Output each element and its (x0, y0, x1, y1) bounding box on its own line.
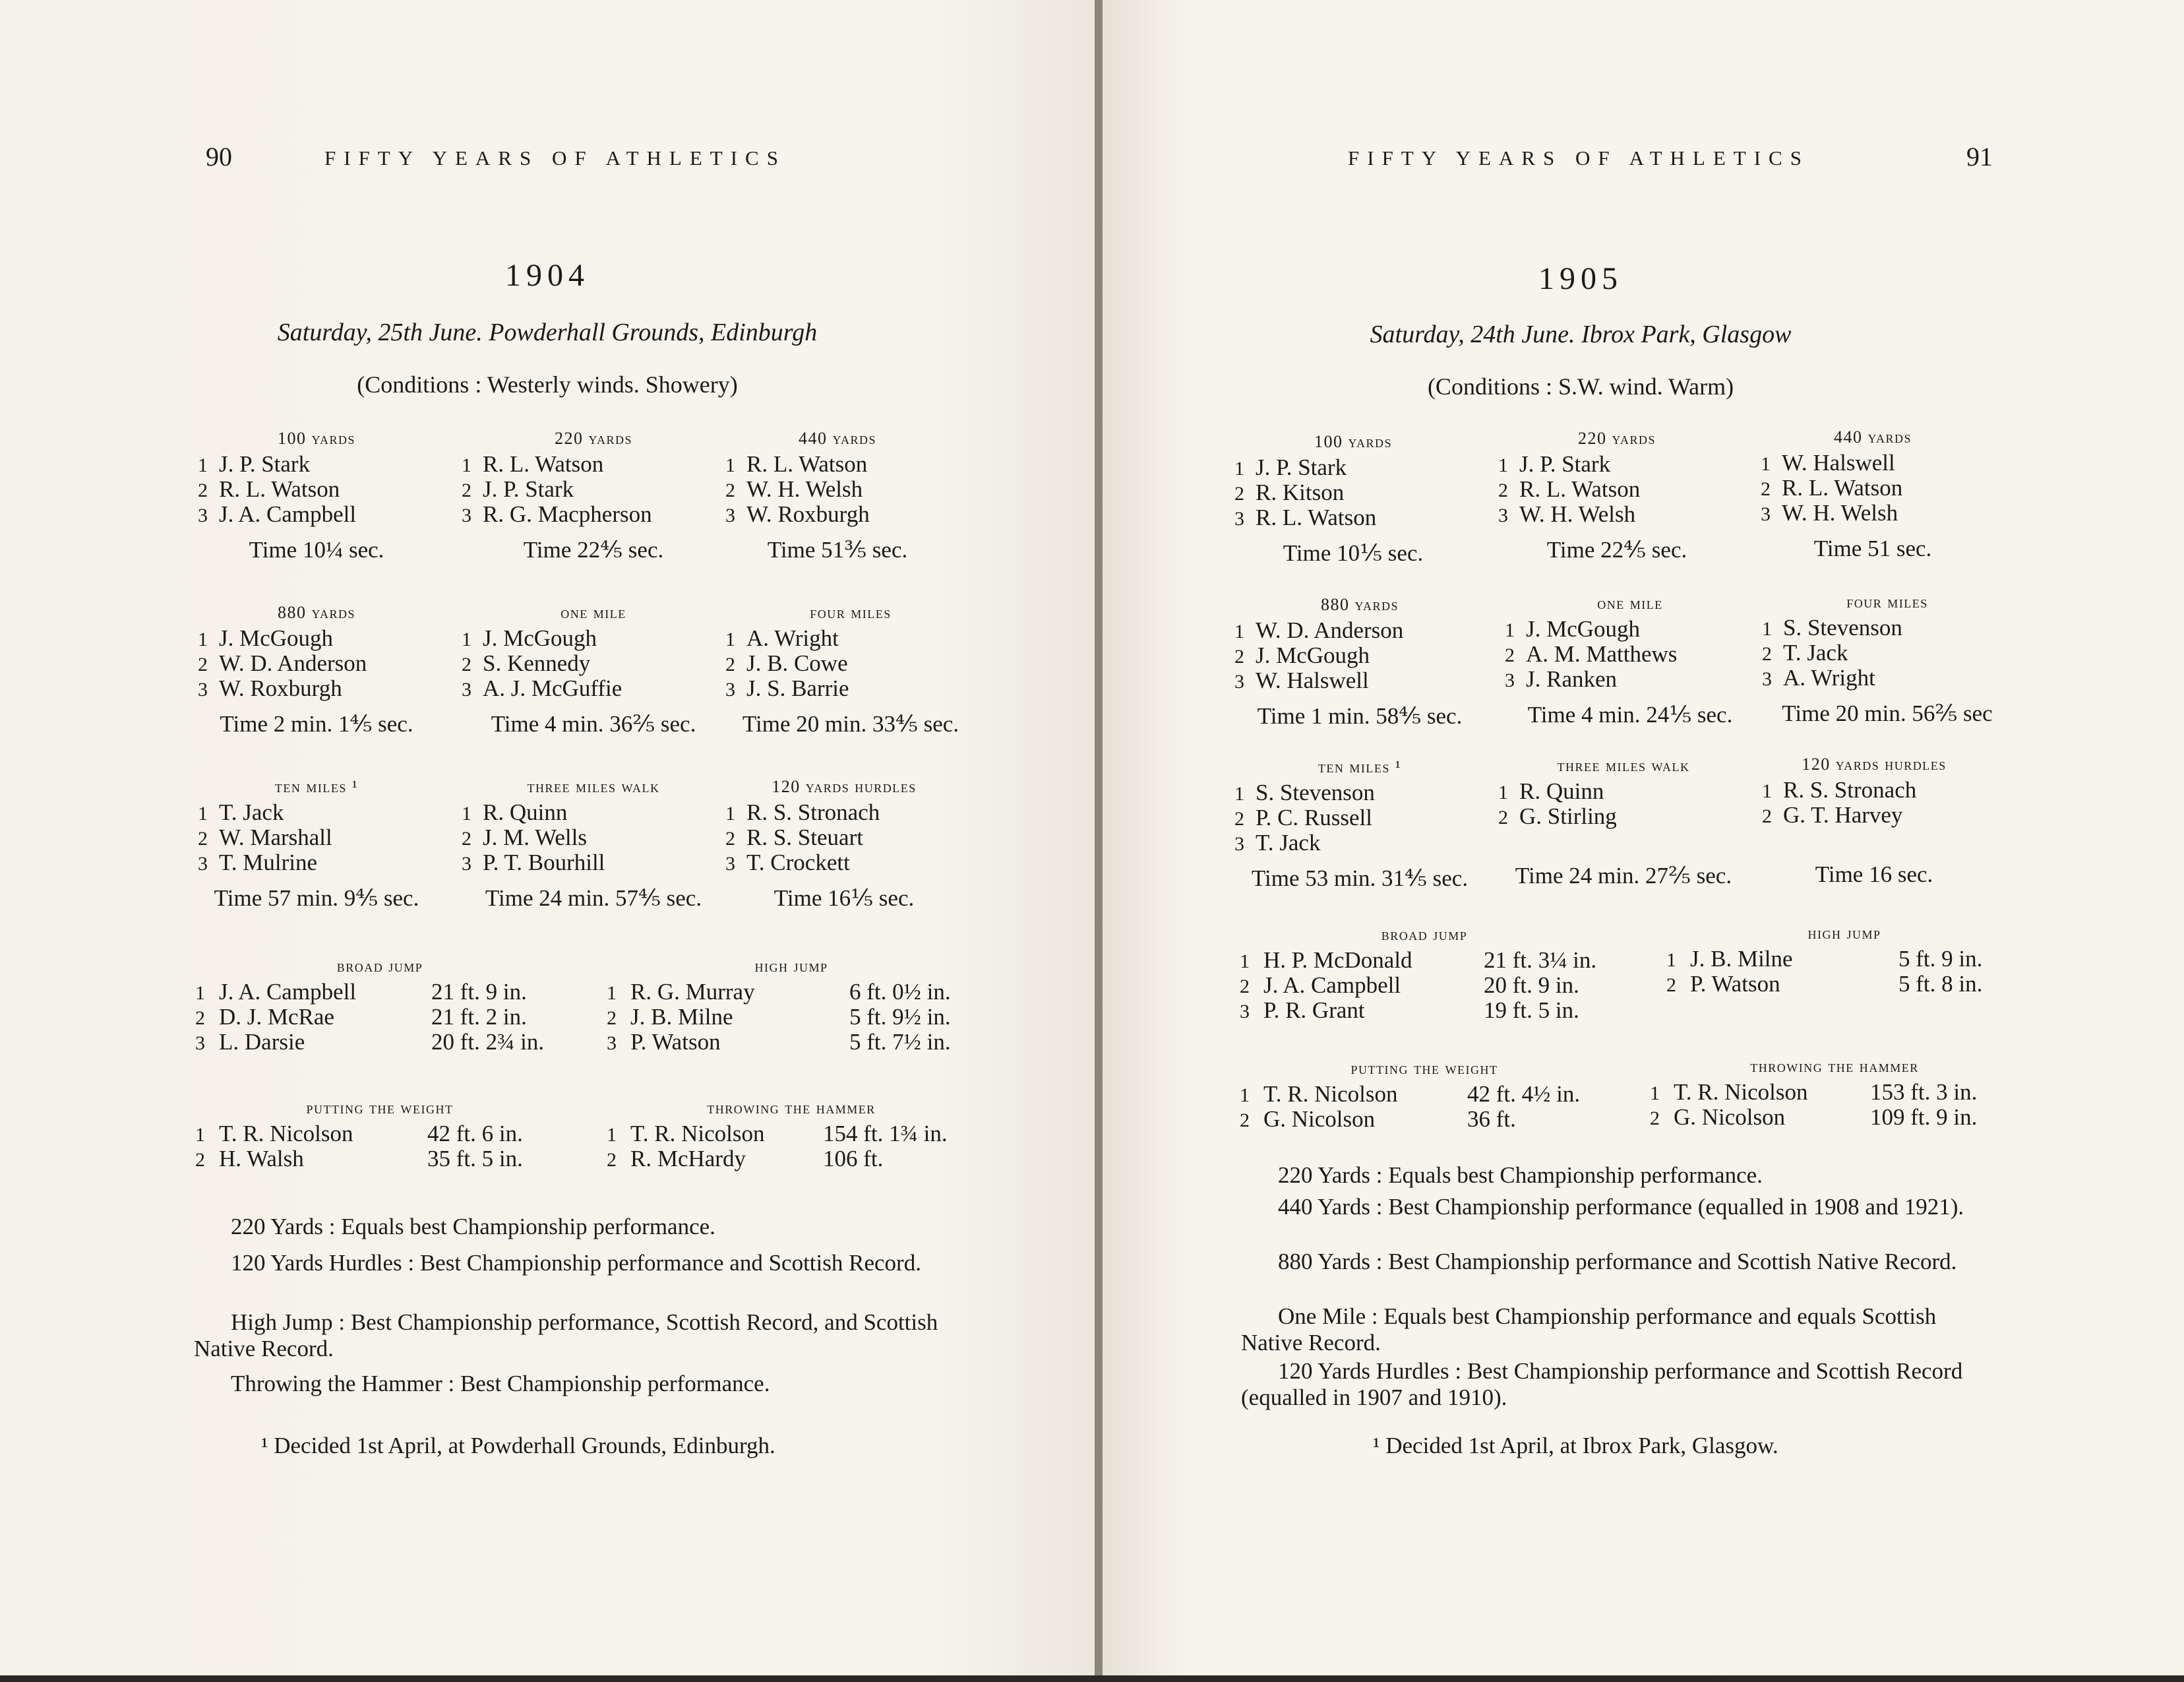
place-row: 2 T. Jack (1762, 640, 1848, 666)
field-throwing-the-hammer (1650, 1057, 2019, 1131)
place-row: 2 J. P. Stark (462, 476, 574, 502)
event-100-yards (198, 429, 435, 563)
place-row: 2 W. D. Anderson (198, 650, 367, 676)
running-head: FIFTY YEARS OF ATHLETICS (324, 146, 786, 170)
field-row: 2 H. Walsh 35 ft. 5 in. (195, 1146, 523, 1171)
event-time: Time 20 min. 33⅘ sec. (742, 711, 959, 737)
place-row: 1 R. S. Stronach (1762, 777, 1917, 803)
place-row: 3 A. J. McGuffie (462, 675, 622, 701)
event-220-yards (462, 429, 725, 563)
field-row: 3 P. R. Grant 19 ft. 5 in. (1240, 997, 1579, 1023)
field-row: 2 G. Nicolson 36 ft. (1240, 1106, 1516, 1132)
place-row: 1 J. McGough (462, 625, 597, 651)
place-row: 1 J. McGough (1505, 616, 1641, 642)
event-one-mile (1505, 594, 1755, 728)
event-title: one mile (561, 603, 626, 622)
place-row: 1 R. S. Stronach (725, 799, 880, 825)
place-row: 1 S. Stevenson (1234, 780, 1375, 805)
right-page (1103, 0, 2184, 1675)
event-time: Time 1 min. 58⅘ sec. (1257, 703, 1463, 729)
event-title: 440 yards (1833, 427, 1912, 447)
field-row: 1 R. G. Murray 6 ft. 0½ in. (607, 979, 951, 1005)
event-time: Time 51⅗ sec. (767, 537, 908, 563)
field-row: 3 L. Darsie 20 ft. 2¾ in. (195, 1029, 545, 1055)
field-row: 1 J. A. Campbell 21 ft. 9 in. (195, 979, 527, 1005)
event-title: 220 yards (1577, 429, 1656, 448)
field-row: 2 G. Nicolson 109 ft. 9 in. (1650, 1104, 1978, 1130)
place-row: 3 T. Crockett (725, 850, 850, 875)
place-row: 3 R. G. Macpherson (462, 501, 652, 527)
place-row: 2 R. L. Watson (198, 476, 340, 502)
event-time: Time 22⅘ sec. (1546, 537, 1687, 563)
field-putting-the-weight (1240, 1059, 1609, 1133)
event-880-yards (198, 603, 435, 737)
event-title: throwing the hammer (707, 1098, 876, 1117)
event-time: Time 10¼ sec. (249, 537, 384, 563)
place-row: 3 T. Mulrine (198, 850, 318, 875)
event-time: Time 24 min. 27⅖ sec. (1515, 863, 1732, 888)
place-row: 2 G. T. Harvey (1762, 802, 1903, 828)
place-row: 1 J. McGough (198, 625, 334, 651)
place-row: 1 S. Stevenson (1762, 615, 1902, 640)
place-row: 2 S. Kennedy (462, 650, 591, 676)
field-row: 3 P. Watson 5 ft. 7½ in. (607, 1029, 951, 1055)
place-row: 1 A. Wright (725, 625, 839, 651)
field-row: 1 T. R. Nicolson 42 ft. 4½ in. (1240, 1081, 1581, 1107)
place-row: 3 A. Wright (1762, 665, 1875, 691)
field-putting-the-weight (195, 1098, 564, 1172)
place-row: 3 R. L. Watson (1234, 505, 1377, 530)
field-broad-jump (195, 956, 564, 1055)
field-row: 2 D. J. McRae 21 ft. 2 in. (195, 1004, 527, 1030)
event-one-mile (462, 603, 725, 737)
field-row: 2 P. Watson 5 ft. 8 in. (1666, 971, 1983, 997)
place-row: 2 P. C. Russell (1234, 805, 1372, 830)
venue-line: Saturday, 25th June. Powderhall Grounds, Edinburgh (277, 319, 818, 346)
note-120-yards-hurdles: 120 Yards Hurdles : Best Championship performance and Scottish Record (equalled in 1907 and 1910). (1241, 1358, 1963, 1410)
place-row: 2 R. L. Watson (1761, 475, 1903, 501)
place-row: 3 J. A. Campbell (198, 501, 357, 527)
conditions-line: (Conditions : S.W. wind. Warm) (1427, 373, 1734, 400)
page-number: 90 (206, 142, 232, 171)
event-title: 220 yards (554, 429, 633, 448)
event-four-miles (1762, 592, 2013, 727)
event-time: Time 57 min. 9⅘ sec. (214, 885, 419, 911)
field-row: 1 T. R. Nicolson 154 ft. 1¾ in. (607, 1121, 948, 1146)
event-time: Time 16 sec. (1815, 861, 1933, 887)
field-throwing-the-hammer (607, 1098, 976, 1172)
place-row: 1 J. P. Stark (1234, 454, 1347, 480)
place-row: 2 W. H. Welsh (725, 476, 863, 502)
event-title: putting the weight (306, 1098, 454, 1117)
event-time: Time 4 min. 24⅕ sec. (1527, 702, 1733, 728)
place-row: 2 A. M. Matthews (1505, 641, 1678, 667)
event-time: Time 2 min. 1⅘ sec. (220, 711, 413, 737)
event-four-miles (725, 603, 976, 737)
book-bottom-edge (0, 1675, 2184, 1682)
event-title: four miles (810, 603, 892, 622)
place-row: 2 J. B. Cowe (725, 650, 848, 676)
event-three-miles-walk (462, 777, 725, 912)
place-row: 3 W. Halswell (1234, 668, 1369, 693)
event-ten-miles (1234, 757, 1485, 892)
event-title: throwing the hammer (1750, 1057, 1919, 1076)
event-time: Time 22⅘ sec. (523, 537, 664, 563)
place-row: 3 W. H. Welsh (1498, 501, 1636, 527)
place-row: 2 W. Marshall (198, 825, 332, 850)
place-row: 2 G. Stirling (1498, 803, 1617, 829)
note-880-yards: 880 Yards : Best Championship performance and Scottish Native Record. (1278, 1249, 1957, 1274)
event-title: putting the weight (1350, 1059, 1498, 1078)
field-row: 1 H. P. McDonald 21 ft. 3¼ in. (1240, 947, 1597, 973)
event-time: Time 20 min. 56⅖ sec (1782, 701, 1993, 726)
event-title: 100 yards (1314, 432, 1393, 451)
field-row: 2 J. A. Campbell 20 ft. 9 in. (1240, 972, 1579, 998)
event-120-yards-hurdles (725, 777, 963, 912)
event-120-yards-hurdles (1762, 755, 1986, 888)
event-title: high jump (754, 956, 828, 976)
event-440-yards (1761, 427, 1985, 562)
note-throwing-the-hammer: Throwing the Hammer : Best Championship performance. (231, 1371, 770, 1396)
note-220-yards: 220 Yards : Equals best Championship performance. (1278, 1162, 1763, 1188)
event-title: one mile (1597, 594, 1663, 613)
field-row: 2 R. McHardy 106 ft. (607, 1146, 884, 1171)
event-title: 120 yards hurdles (1802, 755, 1947, 774)
left-page (0, 0, 1095, 1675)
note-220-yards: 220 Yards : Equals best Championship performance. (231, 1214, 715, 1239)
event-time: Time 4 min. 36⅖ sec. (491, 711, 696, 737)
place-row: 3 W. Roxburgh (725, 501, 870, 527)
running-head: FIFTY YEARS OF ATHLETICS (1348, 146, 1809, 170)
year-heading: 1905 (1538, 261, 1623, 296)
field-high-jump (607, 956, 976, 1055)
event-title: ten miles ¹ (274, 777, 359, 796)
place-row: 2 R. Kitson (1234, 480, 1345, 505)
event-title: four miles (1846, 592, 1928, 611)
event-title: broad jump (1381, 925, 1468, 944)
event-title: 120 yards hurdles (772, 777, 917, 796)
place-row: 1 W. D. Anderson (1234, 617, 1404, 643)
place-row: 2 R. S. Steuart (725, 825, 863, 850)
event-title: 100 yards (277, 429, 356, 448)
place-row: 1 R. Quinn (1498, 778, 1604, 804)
page-number: 91 (1966, 142, 1993, 171)
field-row: 1 J. B. Milne 5 ft. 9 in. (1666, 946, 1983, 972)
event-220-yards (1498, 429, 1736, 563)
place-row: 1 R. Quinn (462, 799, 568, 825)
place-row: 3 P. T. Bourhill (462, 850, 605, 875)
field-row: 1 T. R. Nicolson 153 ft. 3 in. (1650, 1079, 1978, 1105)
note-high-jump: High Jump : Best Championship performance, Scottish Record, and Scottish Native Record. (194, 1309, 938, 1361)
event-time: Time 53 min. 31⅘ sec. (1251, 865, 1469, 891)
place-row: 3 W. H. Welsh (1761, 500, 1898, 526)
event-100-yards (1234, 432, 1472, 567)
place-row: 2 R. L. Watson (1498, 476, 1641, 502)
event-three-miles-walk (1498, 756, 1749, 889)
place-row: 1 J. P. Stark (1498, 451, 1611, 477)
place-row: 1 T. Jack (198, 799, 284, 825)
event-title: 880 yards (1320, 595, 1399, 614)
event-title: 880 yards (277, 603, 356, 622)
field-broad-jump (1240, 925, 1609, 1024)
conditions-line: (Conditions : Westerly winds. Showery) (357, 371, 738, 398)
place-row: 2 J. McGough (1234, 642, 1370, 668)
event-title: broad jump (336, 956, 423, 976)
event-time: Time 24 min. 57⅘ sec. (485, 885, 702, 911)
footnote: ¹ Decided 1st April, at Powderhall Grounds, Edinburgh. (261, 1433, 775, 1458)
footnote: ¹ Decided 1st April, at Ibrox Park, Glasgow. (1373, 1433, 1778, 1458)
place-row: 1 R. L. Watson (462, 451, 604, 477)
event-title: high jump (1807, 923, 1881, 943)
field-row: 2 J. B. Milne 5 ft. 9½ in. (607, 1004, 951, 1030)
event-880-yards (1234, 595, 1485, 730)
note-120-yards-hurdles: 120 Yards Hurdles : Best Championship performance and Scottish Record. (231, 1250, 921, 1276)
note-440-yards: 440 Yards : Best Championship performance (equalled in 1908 and 1921). (1278, 1194, 1964, 1220)
field-row: 1 T. R. Nicolson 42 ft. 6 in. (195, 1121, 523, 1146)
event-time: Time 10⅕ sec. (1283, 540, 1424, 566)
year-heading: 1904 (505, 258, 590, 293)
event-ten-miles (198, 777, 435, 912)
event-title: ten miles ¹ (1318, 757, 1402, 776)
place-row: 1 J. P. Stark (198, 451, 311, 477)
event-title: three miles walk (1557, 756, 1690, 775)
place-row: 1 R. L. Watson (725, 451, 868, 477)
note-one-mile: One Mile : Equals best Championship performance and equals Scottish Native Record. (1241, 1303, 1937, 1355)
gutter (1095, 0, 1103, 1682)
event-440-yards (725, 429, 950, 563)
place-row: 2 J. M. Wells (462, 825, 587, 850)
event-title: 440 yards (798, 429, 877, 448)
event-time: Time 16⅕ sec. (774, 885, 915, 911)
place-row: 1 W. Halswell (1761, 450, 1895, 476)
place-row: 3 J. Ranken (1505, 666, 1618, 692)
field-high-jump (1666, 923, 2022, 997)
event-time: Time 51 sec. (1813, 536, 1932, 561)
place-row: 3 W. Roxburgh (198, 675, 342, 701)
venue-line: Saturday, 24th June. Ibrox Park, Glasgow (1370, 321, 1792, 348)
place-row: 3 T. Jack (1234, 830, 1321, 856)
event-title: three miles walk (527, 777, 660, 796)
place-row: 3 J. S. Barrie (725, 675, 849, 701)
